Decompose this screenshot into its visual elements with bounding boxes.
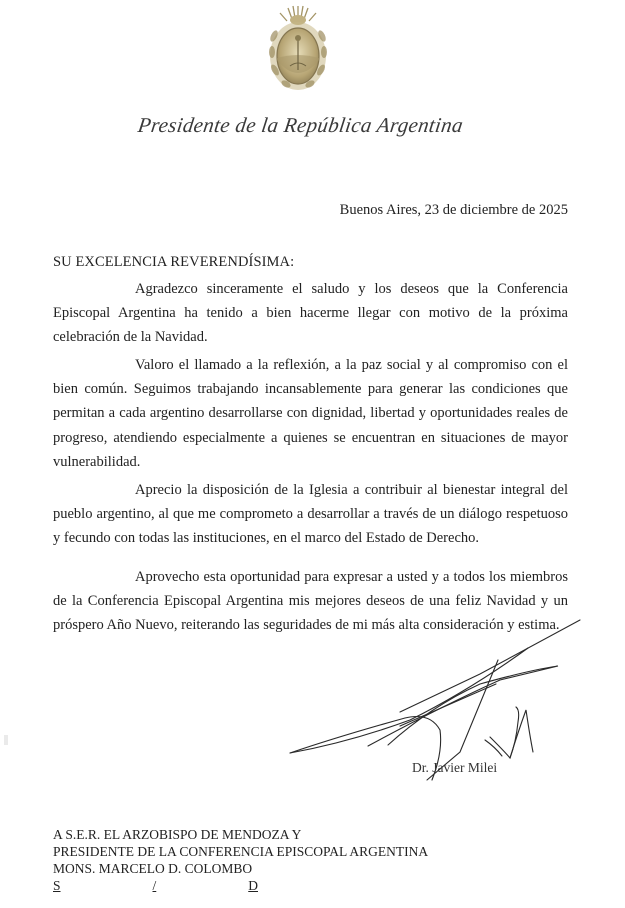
signer-name: Dr. Javier Milei: [412, 760, 498, 775]
paragraph-3-text: Aprecio la disposición de la Iglesia a contribuir al bienestar integral del pueblo argentino, al que me comprometo a desarrollar a través de un diálogo respetuoso y fecundo con todas las instituciones, en el marco del Estado de Derecho.: [53, 482, 568, 547]
addressee-line-2: PRESIDENTE DE LA CONFERENCIA EPISCOPAL ARGENTINA: [53, 844, 429, 859]
addressee-line-1: A S.E.R. EL ARZOBISPO DE MENDOZA Y: [53, 827, 302, 842]
coat-of-arms-icon: [266, 4, 330, 94]
sd-right: D: [248, 878, 258, 893]
scan-speck: [4, 735, 8, 745]
paragraph-2-text: Valoro el llamado a la reflexión, a la paz social y al compromiso con el bien común. Seguimos trabajando incansablemente para generar las condiciones que permitan a cada argentino desarrollarse con dignidad, libertad y oportunidades reales de progreso, atendiendo especialmente a quienes se encuentran en situaciones de mayor vulnerabilidad.: [53, 357, 568, 470]
paragraph-1: [53, 277, 568, 350]
paragraph-3: [53, 478, 568, 551]
letterhead-title: [0, 113, 600, 138]
sd-line: [53, 877, 258, 894]
sd-middle: /: [152, 878, 157, 893]
paragraph-2: [53, 353, 568, 474]
addressee-block: [53, 826, 428, 894]
salutation: SU EXCELENCIA REVERENDÍSIMA:: [53, 254, 295, 270]
paragraph-4-text: Aprovecho esta oportunidad para expresar a usted y a todos los miembros de la Conferencia Episcopal Argentina mis mejores deseos de una feliz Navidad y un próspero Año Nuevo, reiterando las seguridades de mi más alta consideración y estima.: [53, 569, 568, 634]
sd-left: S: [53, 878, 61, 893]
place-date: Buenos Aires, 23 de diciembre de 2025: [339, 202, 568, 218]
paragraph-1-text: Agradezco sinceramente el saludo y los deseos que la Conferencia Episcopal Argentina ha tenido a bien hacerme llegar con motivo de la próxima celebración de la Navidad.: [53, 281, 568, 346]
letterhead-title-text: Presidente de la República Argentina: [135, 113, 465, 137]
addressee-line-3: MONS. MARCELO D. COLOMBO: [53, 861, 253, 876]
